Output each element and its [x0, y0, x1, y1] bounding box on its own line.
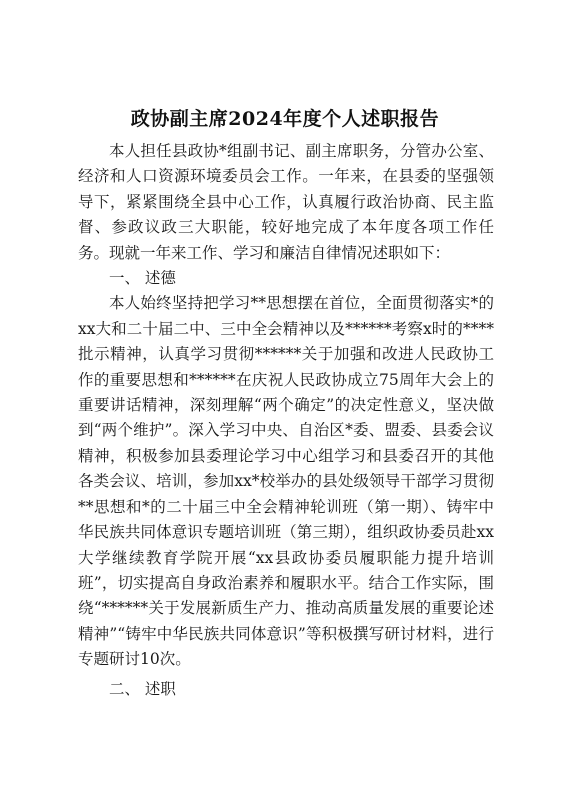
section-heading-2: 二、 述职 — [109, 679, 176, 698]
intro-paragraph: 本人担任县政协*组副书记、副主席职务，分管办公室、经济和人口资源环境委员会工作。一年来，在县委的坚强领导下，紧紧围绕全县中心工作，认真履行政治协商、民主监督、参政议政三大职能，较好地完成了本年度各项工作任务。现就一年来工作、学习和廉洁自律情况述职如下： — [78, 142, 494, 262]
section-heading-1: 一、 述德 — [109, 269, 176, 288]
document-body — [78, 139, 494, 702]
section-1-paragraph: 本人始终坚持把学习**思想摆在首位，全面贯彻落实*的xx大和二十届二中、三中全会精神以及******考察x时的****批示精神，认真学习贯彻******关于加强和改进人民政协工作的重要思想和******在庆祝人民政协成立75周年大会上的重要讲话精神，深刻理解“两个确定”的决定性意义，坚决做到“两个维护”。深入学习中央、自治区*委、盟委、县委会议精神，积极参加县委理论学习中心组学习和县委召开的其他各类会议、培训，参加xx*校举办的县处级领导干部学习贯彻**思想和*的二十届三中全会精神轮训班（第一期）、铸牢中华民族共同体意识专题培训班（第三期），组织政协委员赴xx大学继续教育学院开展“xx县政协委员履职能力提升培训班”，切实提高自身政治素养和履职水平。结合工作实际，围绕“******关于发展新质生产力、推动高质量发展的重要论述精神”“铸牢中华民族共同体意识”等积极撰写研讨材料，进行专题研讨10次。 — [78, 294, 494, 669]
document-title: 政协副主席2024年度个人述职报告 — [130, 108, 440, 130]
